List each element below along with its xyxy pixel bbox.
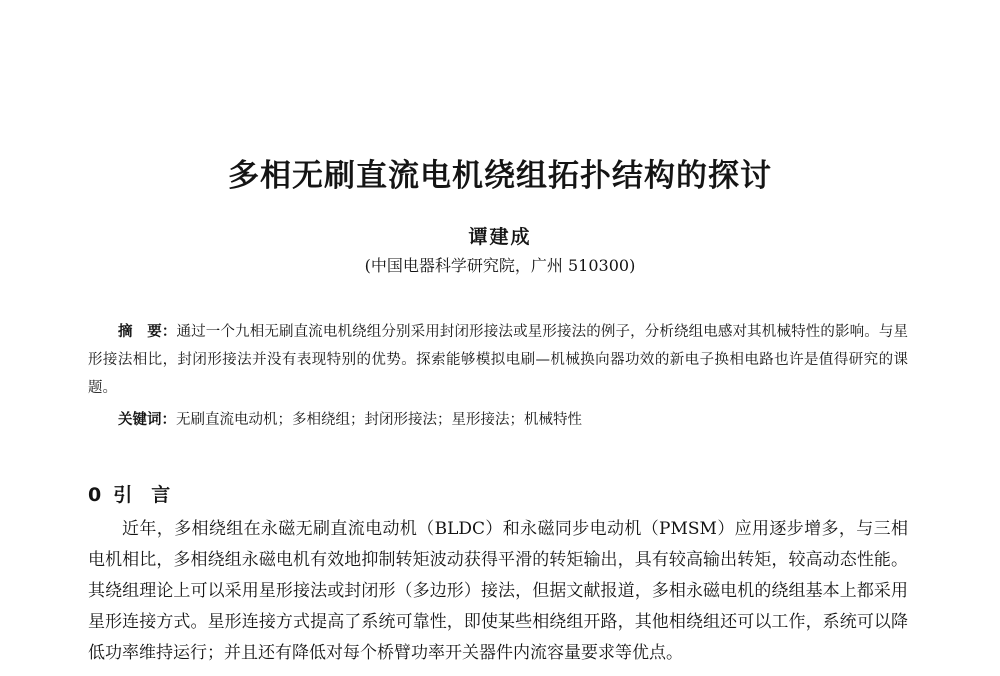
paper-title: 多相无刷直流电机绕组拓扑结构的探讨 — [228, 158, 772, 194]
abstract-text: 通过一个九相无刷直流电机绕组分别采用封闭形接法或星形接法的例子，分析绕组电感对其机械特性的影响。与星形接法相比，封闭形接法并没有表现特别的优势。探索能够模拟电刷—机械换向器功效的新电子换相电路也许是值得研究的课题。 — [88, 324, 908, 396]
body-paragraph: 近年，多相绕组在永磁无刷直流电动机（BLDC）和永磁同步电动机（PMSM）应用逐步增多，与三相电机相比，多相绕组永磁电机有效地抑制转矩波动获得平滑的转矩输出，具有较高输出转矩，较高动态性能。其绕组理论上可以采用星形接法或封闭形（多边形）接法，但据文献报道，多相永磁电机的绕组基本上都采用星形连接方式。星形连接方式提高了系统可靠性，即使某些相绕组开路，其他相绕组还可以工作，系统可以降低功率维持运行；并且还有降低对每个桥臂功率开关器件内流容量要求等优点。 — [88, 519, 908, 663]
keywords-line — [118, 406, 908, 434]
section-title: 引 言 — [113, 484, 171, 506]
author-affiliation: (中国电器科学研究院，广州 510300) — [364, 256, 636, 275]
keywords-text: 无刷直流电动机；多相绕组；封闭形接法；星形接法；机械特性 — [176, 412, 582, 428]
author-name: 谭建成 — [468, 226, 532, 248]
abstract-label: 摘 要： — [118, 324, 177, 340]
keywords-label: 关键词： — [118, 412, 176, 428]
abstract-paragraph — [88, 318, 908, 402]
section-number: 0 — [88, 484, 102, 506]
section-heading — [88, 480, 170, 507]
